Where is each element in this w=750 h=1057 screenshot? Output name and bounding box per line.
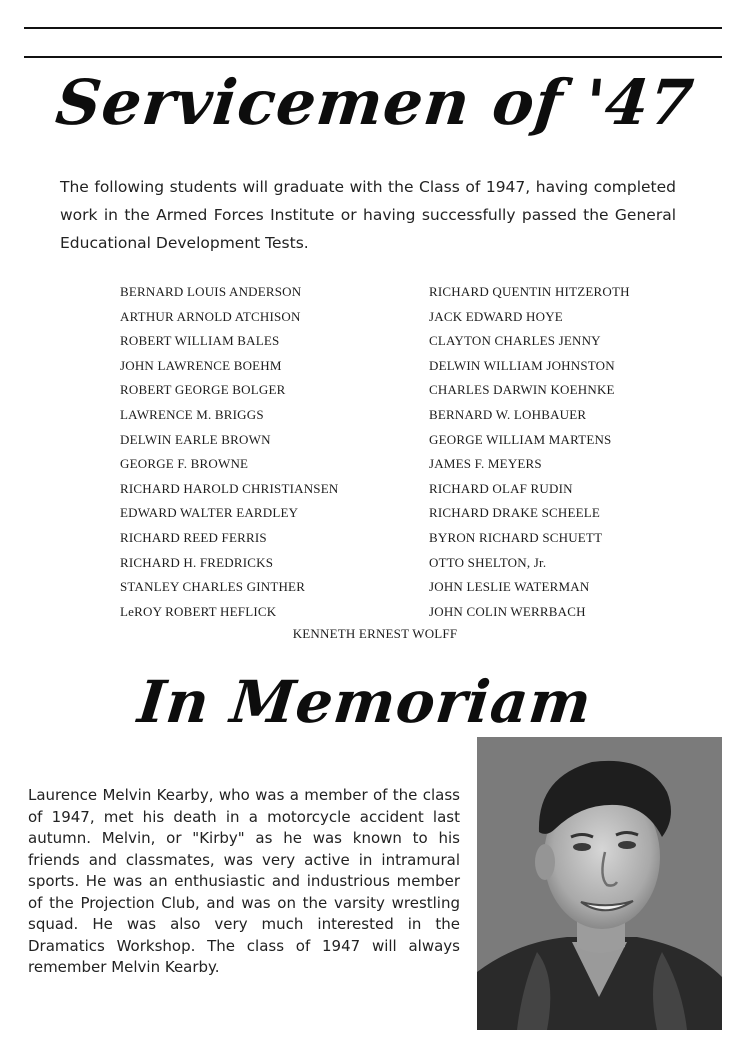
student-name: JACK EDWARD HOYE bbox=[429, 308, 563, 324]
student-name: CHARLES DARWIN KOEHNKE bbox=[429, 382, 615, 398]
student-name-centered: KENNETH ERNEST WOLFF bbox=[292, 626, 458, 641]
student-name: JOHN LESLIE WATERMAN bbox=[429, 579, 590, 595]
student-name: DELWIN WILLIAM JOHNSTON bbox=[429, 357, 615, 373]
student-name: STANLEY CHARLES GINTHER bbox=[120, 579, 306, 595]
student-name: ROBERT WILLIAM BALES bbox=[120, 333, 280, 349]
names-left-column bbox=[120, 280, 338, 624]
student-name: BERNARD W. LOHBAUER bbox=[429, 406, 587, 422]
student-name: ARTHUR ARNOLD ATCHISON bbox=[120, 308, 301, 324]
student-name: GEORGE F. BROWNE bbox=[120, 456, 249, 472]
second-rule bbox=[24, 56, 722, 58]
student-name: EDWARD WALTER EARDLEY bbox=[120, 505, 299, 521]
student-name: JAMES F. MEYERS bbox=[429, 456, 542, 472]
student-name: RICHARD H. FREDRICKS bbox=[120, 554, 274, 570]
page-title: Servicemen of '47 bbox=[52, 66, 698, 139]
student-name: OTTO SHELTON, Jr. bbox=[429, 554, 547, 570]
student-name: BYRON RICHARD SCHUETT bbox=[429, 529, 603, 545]
names-right-column bbox=[429, 280, 630, 624]
student-name: RICHARD DRAKE SCHEELE bbox=[429, 505, 601, 521]
top-rule bbox=[24, 27, 722, 29]
student-name: CLAYTON CHARLES JENNY bbox=[429, 333, 601, 349]
student-name: JOHN COLIN WERRBACH bbox=[429, 603, 586, 619]
student-name: JOHN LAWRENCE BOEHM bbox=[120, 357, 282, 373]
student-name: RICHARD OLAF RUDIN bbox=[429, 480, 573, 496]
student-name: RICHARD REED FERRIS bbox=[120, 529, 267, 545]
student-name: DELWIN EARLE BROWN bbox=[120, 431, 271, 447]
memoriam-paragraph: Laurence Melvin Kearby, who was a member of the class of 1947, met his death in a motorcycle accident last autumn. Melvin, or "Kirby" as he was known to his friends and classmates, was very active in intramural sports. He was an enthusiastic and industrious member of the Projection Club, and was on the varsity wrestling squad. He was also very much interested in the Dramatics Workshop. The class of 1947 will always remember Melvin Kearby. bbox=[28, 786, 460, 976]
student-name: LAWRENCE M. BRIGGS bbox=[120, 406, 264, 422]
portrait-illustration bbox=[477, 737, 722, 1030]
memoriam-heading: In Memoriam bbox=[134, 668, 596, 736]
student-name: LeROY ROBERT HEFLICK bbox=[120, 603, 277, 619]
student-name: RICHARD HAROLD CHRISTIANSEN bbox=[120, 480, 339, 496]
student-name: BERNARD LOUIS ANDERSON bbox=[120, 284, 302, 299]
portrait-photo bbox=[477, 737, 722, 1030]
student-name: ROBERT GEORGE BOLGER bbox=[120, 382, 286, 398]
student-name: RICHARD QUENTIN HITZEROTH bbox=[429, 284, 630, 299]
student-name: GEORGE WILLIAM MARTENS bbox=[429, 431, 612, 447]
intro-paragraph: The following students will graduate with the Class of 1947, having completed work in the Armed Forces Institute or having successfully passed the General Educational Development Tests. bbox=[60, 178, 676, 252]
